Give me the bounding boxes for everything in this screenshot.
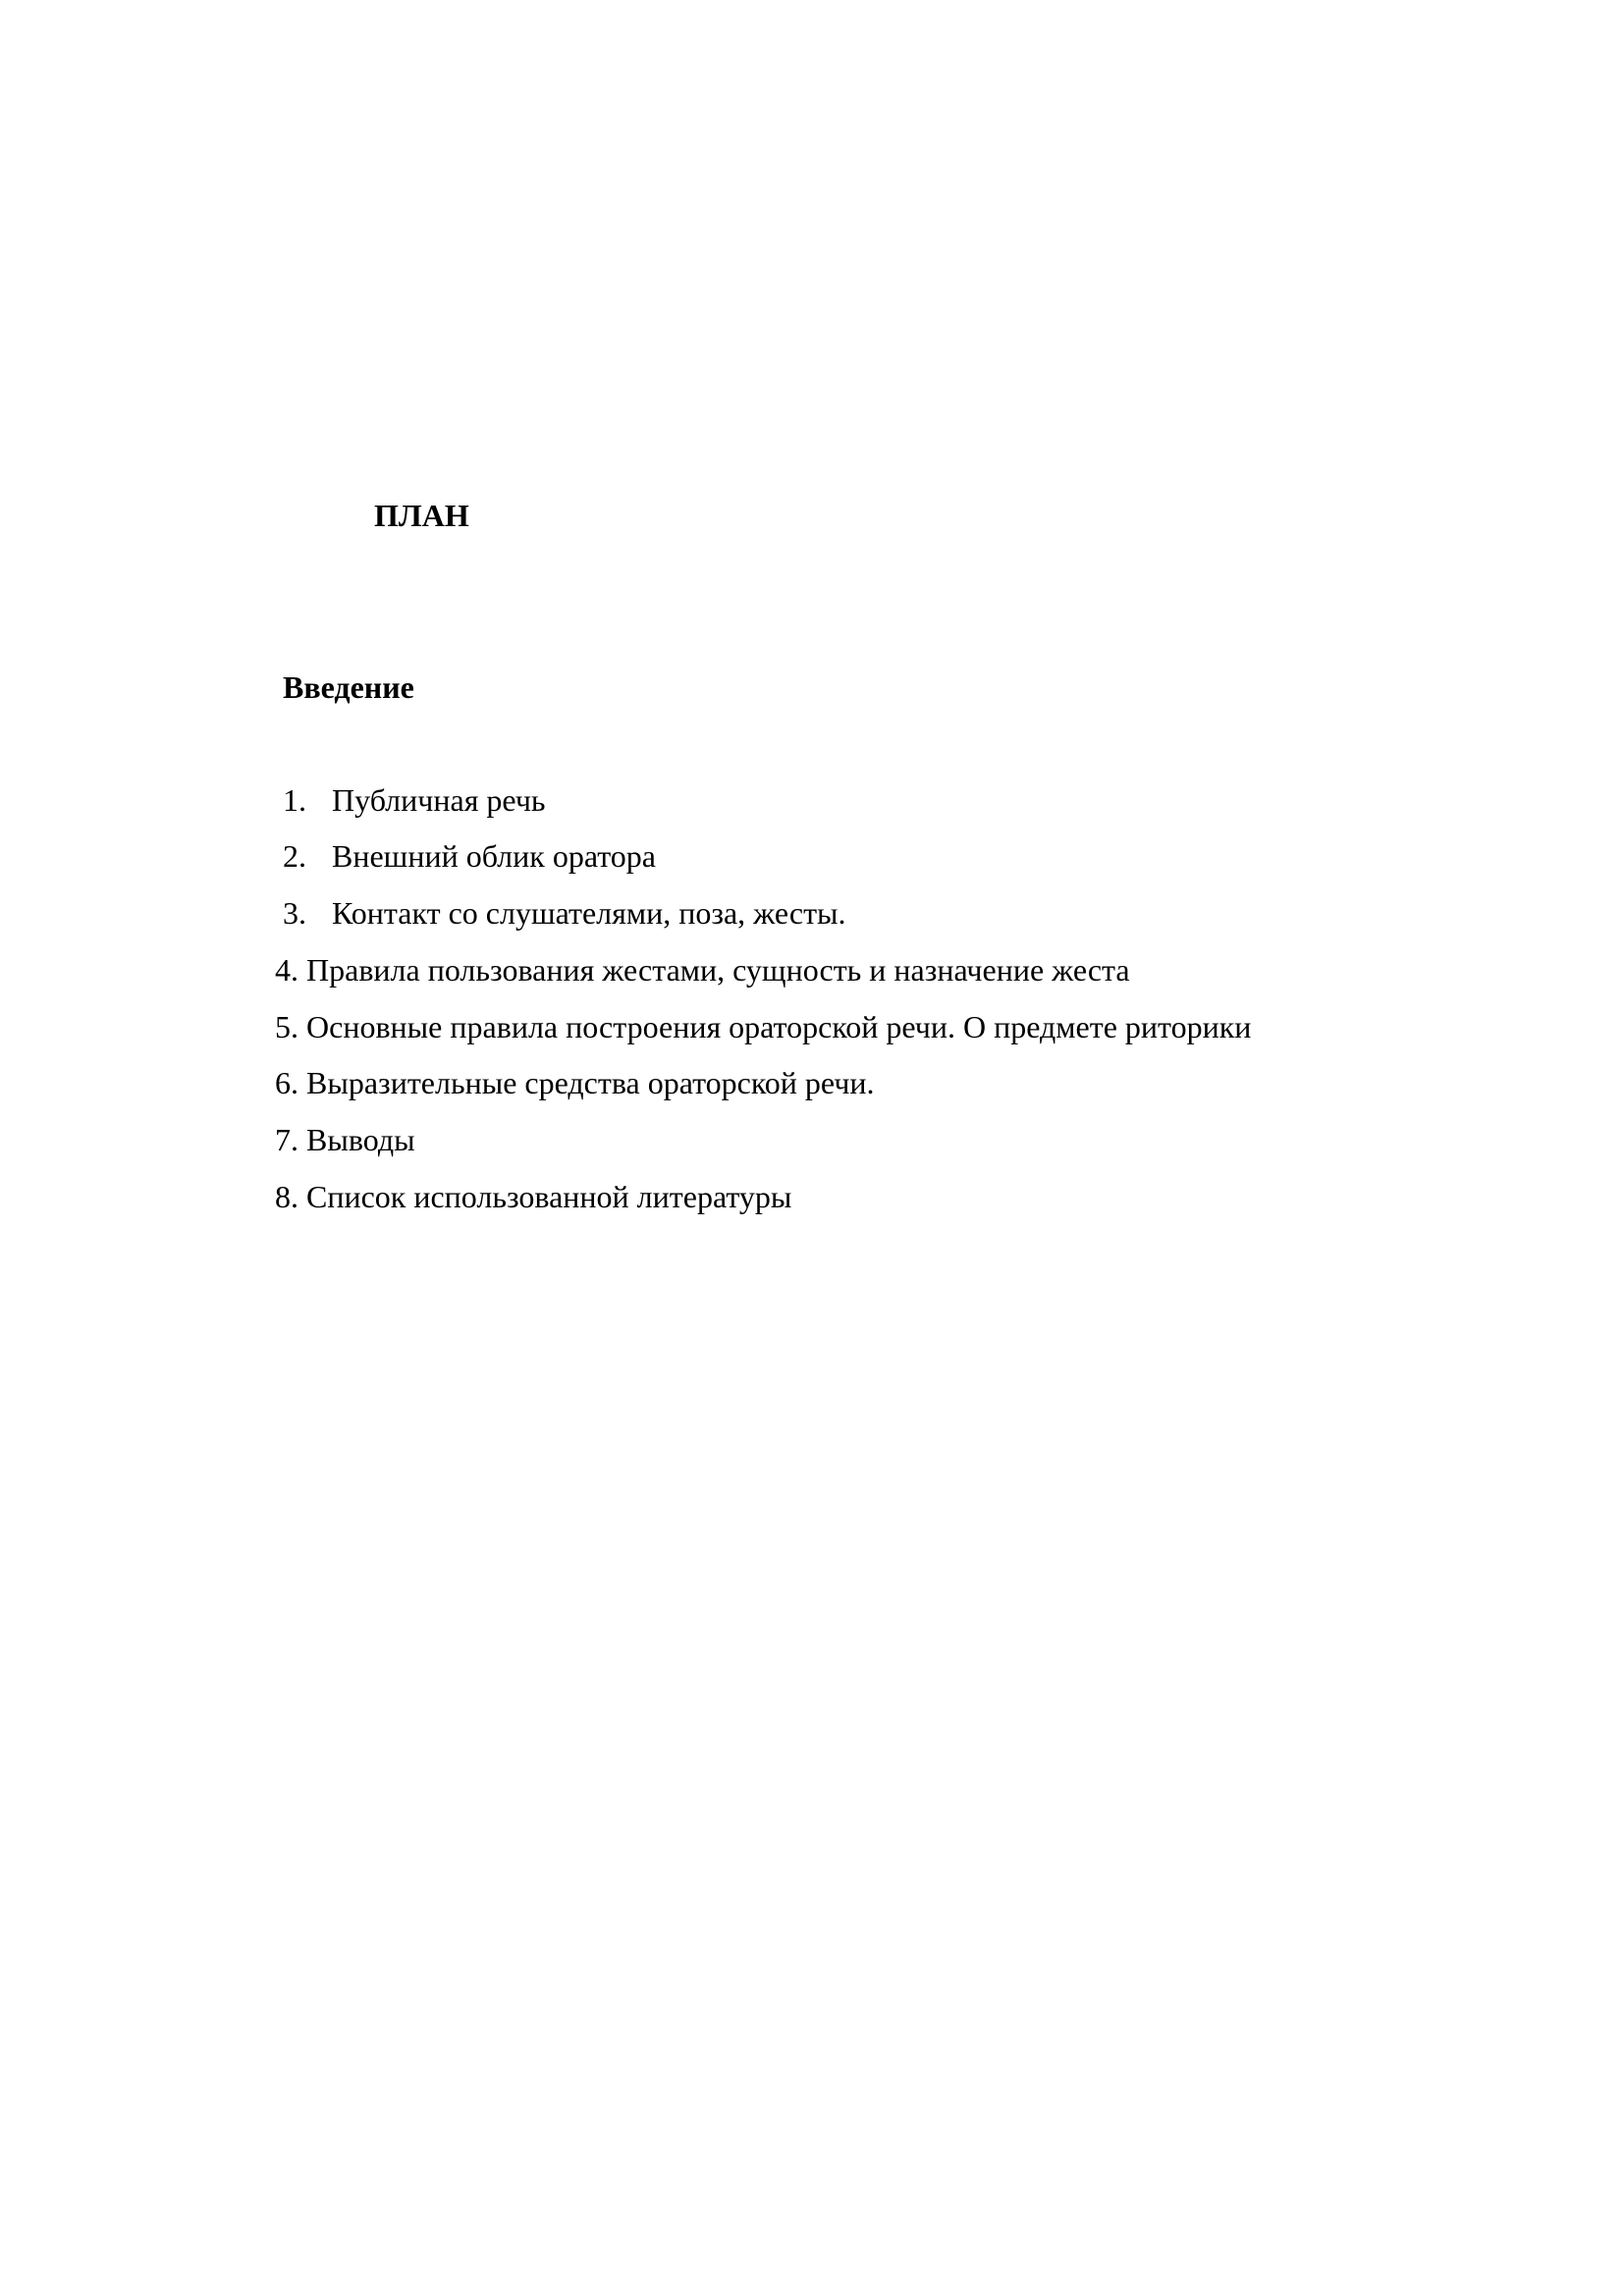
intro-heading: Введение (283, 669, 414, 705)
list-item-text: Правила пользования жестами, сущность и назначение жеста (306, 952, 1130, 988)
list-item (283, 836, 656, 876)
list-item-number: 2. (283, 838, 306, 874)
list-item-number: 5. (275, 1009, 298, 1044)
list-item-text: Публичная речь (332, 782, 546, 818)
list-item-number: 7. (275, 1122, 298, 1157)
page-title: ПЛАН (374, 498, 469, 533)
list-item (275, 1007, 1251, 1046)
list-item (275, 1120, 415, 1159)
list-item-number: 6. (275, 1065, 298, 1100)
list-item (275, 1063, 875, 1102)
list-item (283, 780, 546, 820)
list-item-text: Основные правила построения ораторской речи. О предмете риторики (306, 1009, 1252, 1044)
list-item-number: 3. (283, 895, 306, 931)
list-item (275, 1177, 791, 1216)
list-item-number: 8. (275, 1179, 298, 1214)
list-item-number: 1. (283, 782, 306, 818)
list-item-text: Выразительные средства ораторской речи. (306, 1065, 875, 1100)
list-item (275, 950, 1130, 989)
list-item-text: Выводы (306, 1122, 415, 1157)
list-item-text: Контакт со слушателями, поза, жесты. (332, 895, 846, 931)
list-item-number: 4. (275, 952, 298, 988)
list-item-text: Внешний облик оратора (332, 838, 656, 874)
list-item-text: Список использованной литературы (306, 1179, 792, 1214)
list-item (283, 893, 846, 933)
